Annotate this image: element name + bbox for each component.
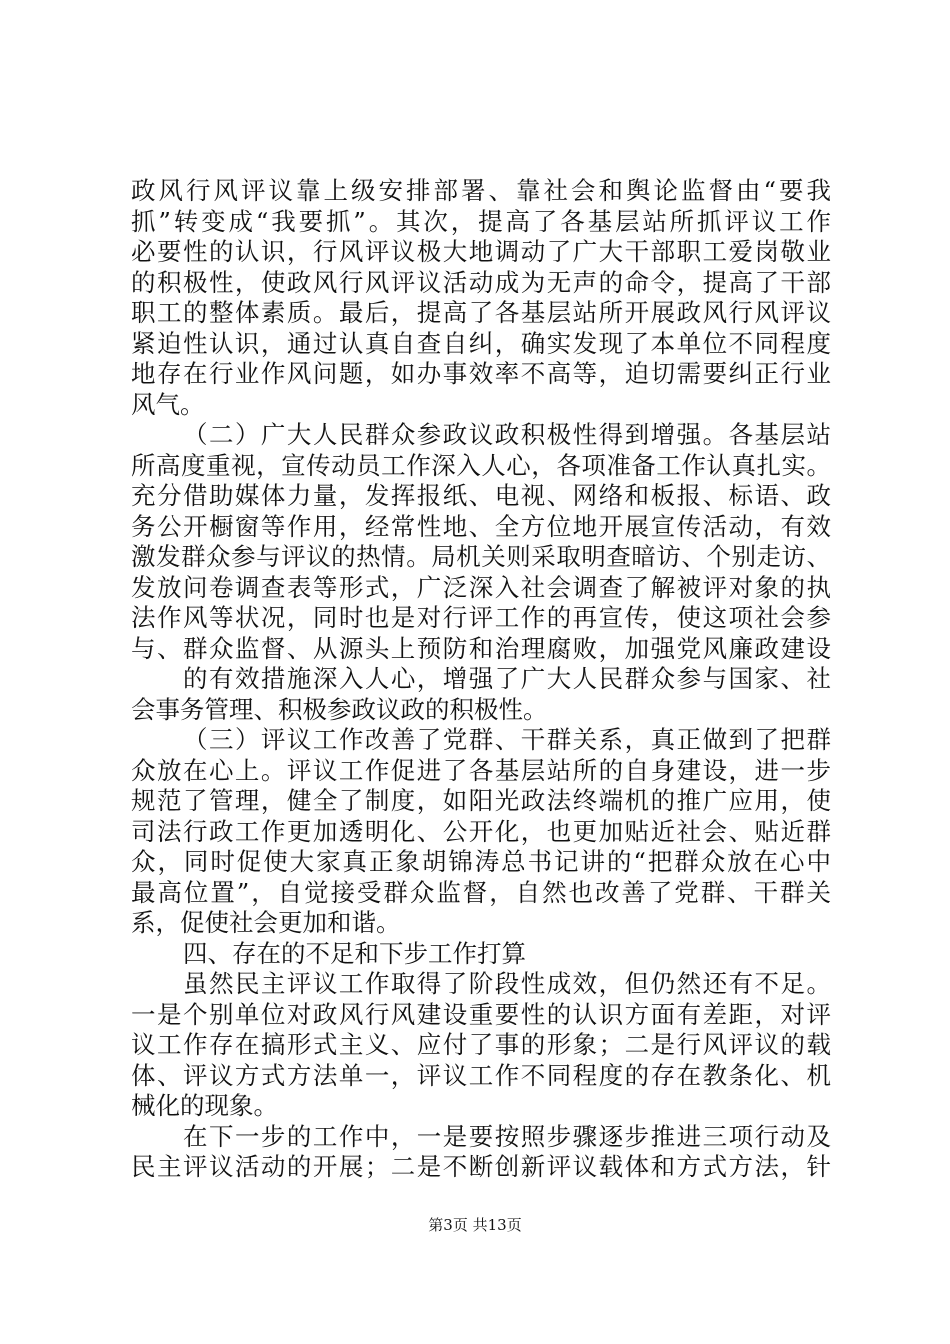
text-line: 职工的整体素质。最后，提高了各基层站所开展政风行风评议: [131, 298, 831, 327]
text-line: 会事务管理、积极参政议政的积极性。: [131, 694, 548, 724]
text-line: 在下一步的工作中，一是要按照步骤逐步推进三项行动及: [183, 1121, 831, 1151]
text-line: 发放问卷调查表等形式，广泛深入社会调查了解被评对象的执: [131, 572, 831, 602]
text-line: 司法行政工作更加透明化、公开化，也更加贴近社会、贴近群: [131, 816, 831, 846]
text-line: 械化的现象。: [131, 1091, 278, 1120]
text-line: 政风行风评议靠上级安排部署、靠社会和舆论监督由“要我: [131, 176, 831, 205]
text-line: 规范了管理，健全了制度，如阳光政法终端机的推广应用，使: [131, 786, 831, 815]
text-line: 法作风等状况，同时也是对行评工作的再宣传，使这项社会参: [131, 603, 831, 632]
text-line: 的有效措施深入人心，增强了广大人民群众参与国家、社: [183, 664, 831, 693]
text-line: 众，同时促使大家真正象胡锦涛总书记讲的“把群众放在心中: [131, 847, 831, 876]
text-line: 紧迫性认识，通过认真自查自纠，确实发现了本单位不同程度: [131, 328, 831, 358]
page-footer: 第3页 共13页: [428, 1216, 522, 1234]
text-line: 所高度重视，宣传动员工作深入人心，各项准备工作认真扎实。: [131, 450, 831, 480]
text-line: 民主评议活动的开展；二是不断创新评议载体和方式方法，针: [131, 1152, 831, 1181]
text-line: 体、评议方式方法单一，评议工作不同程度的存在教条化、机: [131, 1060, 831, 1090]
text-line: 风气。: [131, 389, 205, 419]
text-line: 系，促使社会更加和谐。: [131, 908, 401, 937]
document-body: [131, 176, 831, 1183]
text-line: 充分借助媒体力量，发挥报纸、电视、网络和板报、标语、政: [131, 481, 831, 510]
text-line: 抓”转变成“我要抓”。其次，提高了各基层站所抓评议工作: [131, 206, 831, 236]
text-line: 一是个别单位对政风行风建设重要性的认识方面有差距，对评: [131, 999, 831, 1029]
text-line: （二）广大人民群众参政议政积极性得到增强。各基层站: [183, 420, 831, 449]
text-line: 必要性的认识，行风评议极大地调动了广大干部职工爱岗敬业: [131, 237, 831, 266]
text-line: 的积极性，使政风行风评议活动成为无声的命令，提高了干部: [131, 267, 831, 297]
text-line: 与、群众监督、从源头上预防和治理腐败，加强党风廉政建设: [131, 633, 831, 663]
text-line: 四、存在的不足和下步工作打算: [183, 938, 526, 968]
text-line: 最高位置”，自觉接受群众监督，自然也改善了党群、干群关: [131, 877, 831, 907]
text-line: 务公开橱窗等作用，经常性地、全方位地开展宣传活动，有效: [131, 511, 831, 541]
text-line: 众放在心上。评议工作促进了各基层站所的自身建设，进一步: [131, 755, 831, 785]
text-line: 激发群众参与评议的热情。局机关则采取明查暗访、个别走访、: [131, 542, 831, 571]
text-line: （三）评议工作改善了党群、干群关系，真正做到了把群: [183, 725, 831, 754]
text-line: 议工作存在搞形式主义、应付了事的形象；二是行风评议的载: [131, 1030, 831, 1059]
text-line: 地存在行业作风问题，如办事效率不高等，迫切需要纠正行业: [131, 359, 831, 388]
text-line: 虽然民主评议工作取得了阶段性成效，但仍然还有不足。: [183, 969, 831, 998]
